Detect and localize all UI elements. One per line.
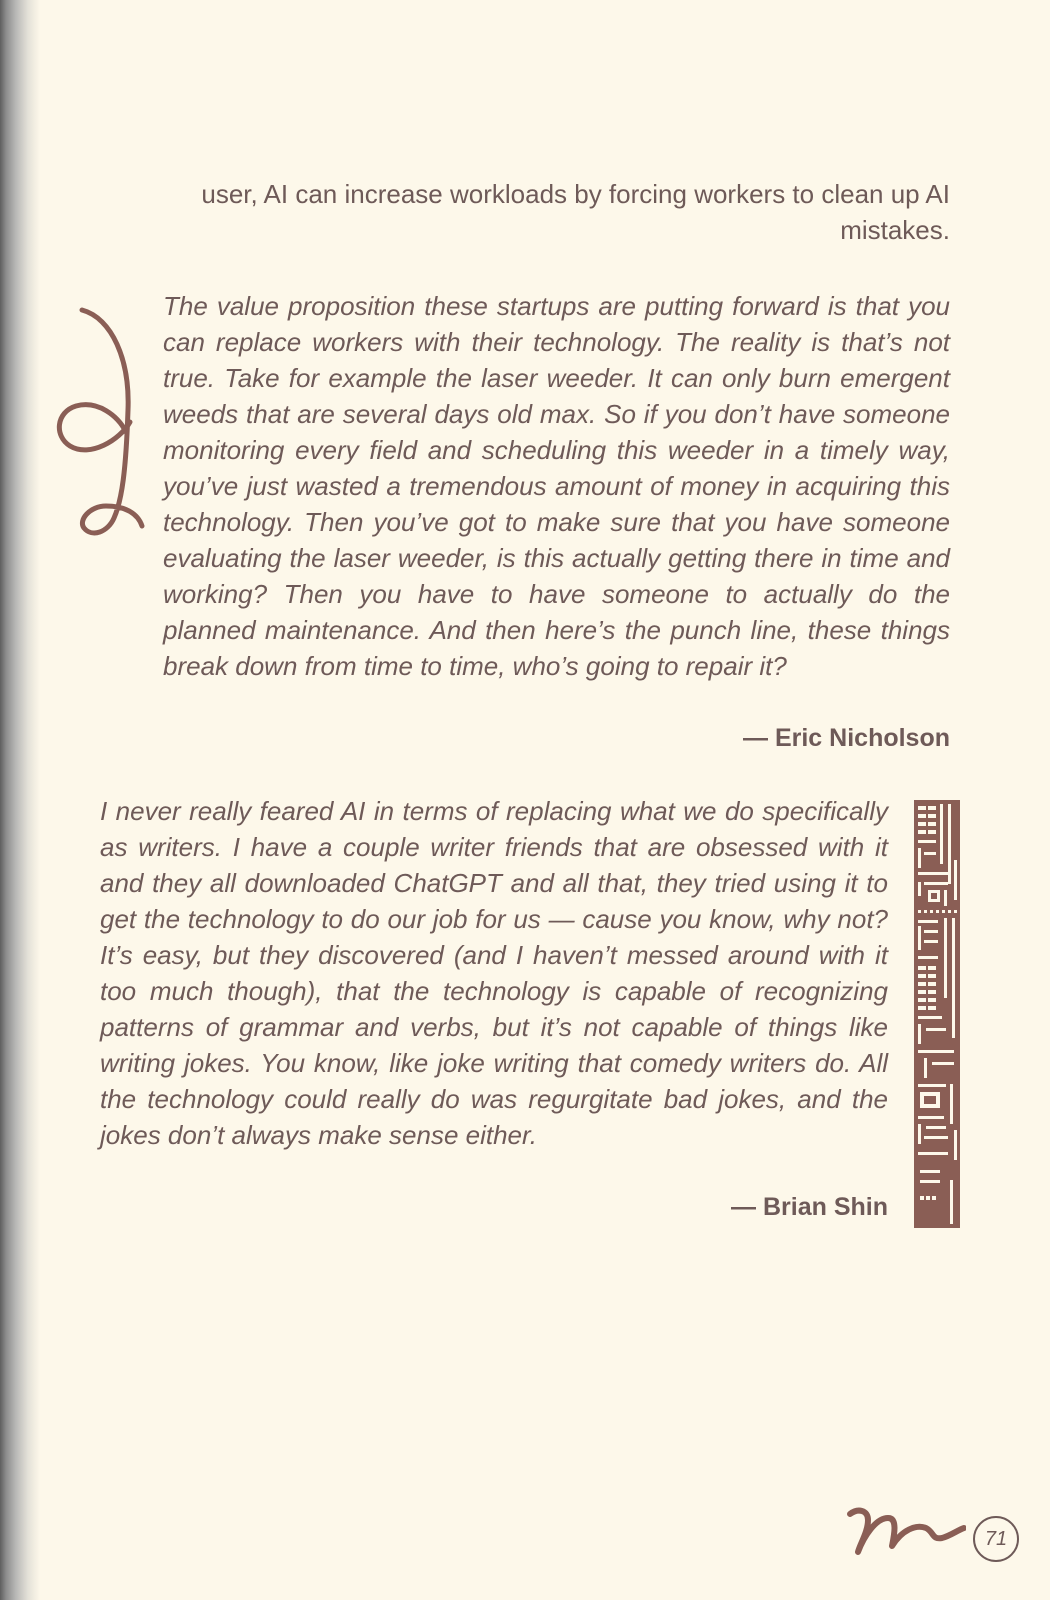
quote-nicholson: The value proposition these startups are putting forward is that you can replace workers with their technology. The reality is that’s not true. Take for example the laser weeder. It can only burn emergent weeds that are several days old max. So if you don’t have someone monitoring every field and scheduling this weeder in a timely way, you’ve just wasted a tremendous amount of money in acquiring this technology. Then you’ve got to make sure that you have someone evaluating the laser weeder, is this actually getting there in time and working? Then you have to have someone to actually do the planned maintenance. And then here’s the punch line, these things break down from time to time, who’s going to repair it? [163, 291, 950, 681]
intro-paragraph: user, AI can increase workloads by forcing workers to clean up AI mistakes. [201, 179, 950, 245]
attribution-nicholson: — Eric Nicholson [743, 724, 950, 752]
book-spine-shadow [0, 0, 40, 1600]
attribution-shin: — Brian Shin [731, 1193, 888, 1221]
maze-ornament [914, 800, 964, 1228]
quote-shin: I never really feared AI in terms of replacing what we do specifically as writers. I have a couple writer friends that are obsessed with it and they all downloaded ChatGPT and all that, they tried using it to get the technology to do our job for us — cause you know, why not? It’s easy, but they discovered (and I haven’t messed around with it too much though), that the technology is capable of recognizing patterns of grammar and verbs, but it’s not capable of things like writing jokes. You know, like joke writing that comedy writers do. All the technology could really do was regurgitate bad jokes, and the jokes don’t always make sense either. [100, 796, 888, 1150]
signature-ornament [846, 1496, 966, 1562]
page-number: 71 [973, 1516, 1019, 1562]
swirl-ornament [50, 300, 160, 540]
